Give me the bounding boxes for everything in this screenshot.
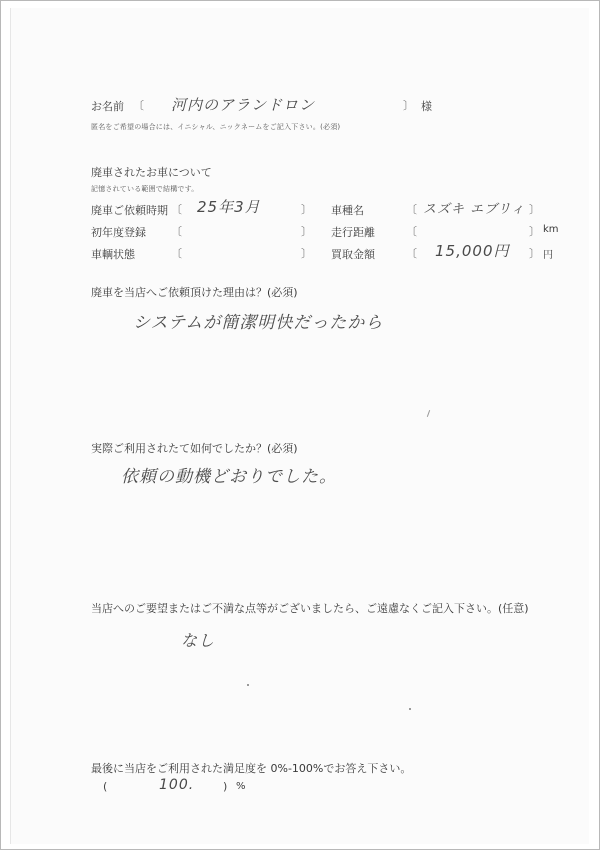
bracket-close: 〕 xyxy=(529,203,540,216)
name-open-bracket: 〔 xyxy=(133,99,144,112)
scan-mark xyxy=(427,410,430,417)
field-label-mileage: 走行距離 xyxy=(331,226,375,239)
bracket-open: 〔 xyxy=(406,225,417,238)
bracket-close: 〕 xyxy=(529,247,540,260)
field-label-model: 車種名 xyxy=(331,204,364,217)
bracket-close: 〕 xyxy=(301,225,312,238)
bracket-close: 〕 xyxy=(529,225,540,238)
requests-question: 当店へのご要望またはご不満な点等がございましたら、ご遠慮なくご記入下さい。(任意) xyxy=(91,602,529,615)
field-label-request-date: 廃車ご依頼時期 xyxy=(91,204,168,217)
mileage-unit: km xyxy=(543,224,559,235)
survey-sheet xyxy=(10,8,589,844)
field-value-purchase-price[interactable]: 15,000円 xyxy=(435,242,510,260)
bracket-close: 〕 xyxy=(301,203,312,216)
experience-question: 実際ご利用されたて如何でしたか？(必須) xyxy=(91,442,298,455)
name-label: お名前 xyxy=(91,100,124,113)
bracket-open: 〔 xyxy=(406,247,417,260)
satisfaction-close-paren: ) xyxy=(223,780,228,793)
field-value-request-date[interactable]: 25年3月 xyxy=(197,198,261,216)
scan-mark xyxy=(409,708,411,710)
satisfaction-question: 最後に当店をご利用された満足度を 0%-100%でお答え下さい。 xyxy=(91,762,412,775)
reason-question: 廃車を当店へご依頼頂けた理由は？(必須) xyxy=(91,286,298,299)
bracket-open: 〔 xyxy=(171,203,182,216)
car-heading: 廃車されたお車について xyxy=(91,166,212,179)
requests-answer[interactable]: なし xyxy=(181,631,216,650)
name-note: 匿名をご希望の場合には、イニシャル、ニックネームをご記入下さい。(必須) xyxy=(91,123,341,131)
satisfaction-unit: % xyxy=(236,781,246,792)
car-note: 記憶されている範囲で結構です。 xyxy=(91,185,199,193)
bracket-close: 〕 xyxy=(301,247,312,260)
satisfaction-open-paren: ( xyxy=(103,780,108,793)
price-unit: 円 xyxy=(543,250,553,261)
field-label-purchase-price: 買取金額 xyxy=(331,248,375,261)
name-value[interactable]: 河内のアランドロン xyxy=(171,96,316,114)
field-label-condition: 車輌状態 xyxy=(91,248,135,261)
field-label-first-registration: 初年度登録 xyxy=(91,226,146,239)
scan-mark xyxy=(247,684,249,686)
reason-answer[interactable]: システムが簡潔明快だったから xyxy=(133,313,384,333)
satisfaction-value[interactable]: 100. xyxy=(159,777,195,793)
name-close-bracket: 〕 xyxy=(403,99,414,112)
experience-answer[interactable]: 依頼の動機どおりでした。 xyxy=(121,467,337,487)
bracket-open: 〔 xyxy=(171,247,182,260)
bracket-open: 〔 xyxy=(406,203,417,216)
name-suffix: 様 xyxy=(421,100,432,113)
bracket-open: 〔 xyxy=(171,225,182,238)
field-value-model[interactable]: スズキ エブリィ xyxy=(423,202,526,217)
